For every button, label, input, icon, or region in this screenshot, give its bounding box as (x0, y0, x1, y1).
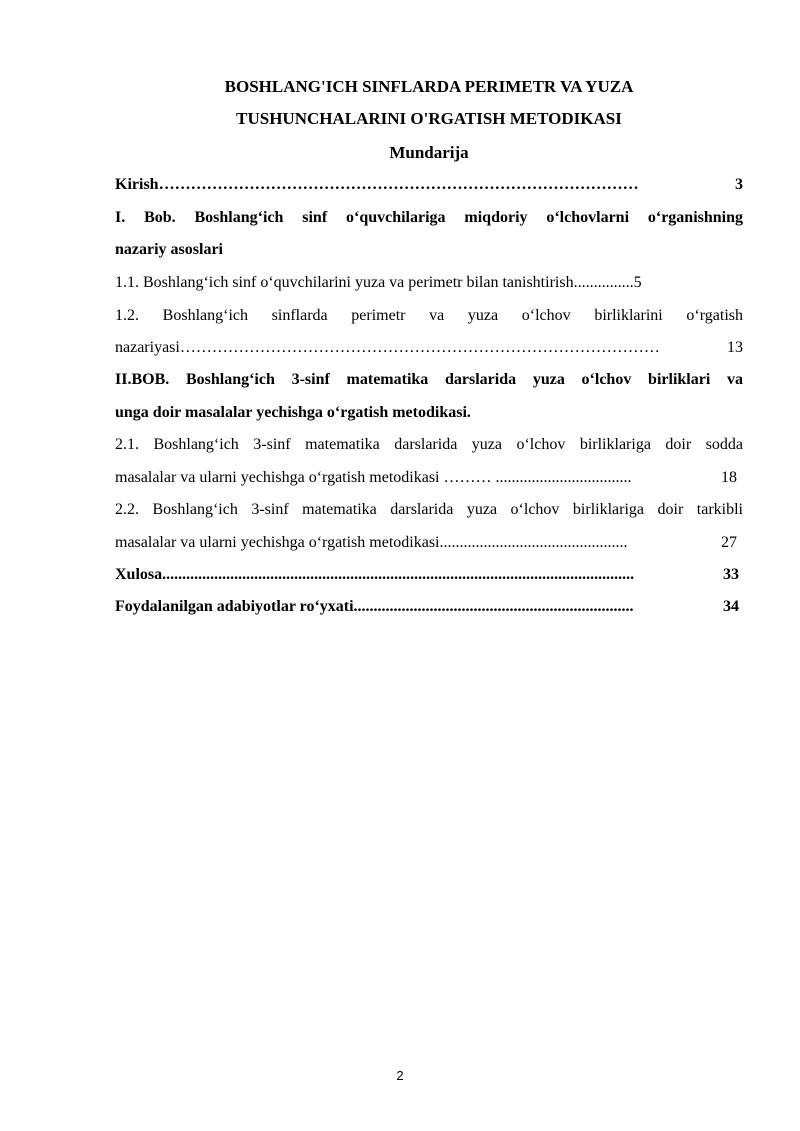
toc-entry-2-2-line-2 (115, 533, 737, 553)
toc-page-number: 27 (721, 534, 737, 551)
toc-entry-label: masalalar va ularni yechishga o‘rgatish metodikasi (115, 534, 440, 551)
toc-page-number: 3 (735, 176, 743, 193)
toc-heading: Mundarija (389, 143, 469, 162)
toc-entry-1-2-line-1: 1.2. Boshlang‘ich sinflarda perimetr va yuza o‘lchov birliklarini o‘rgatish (115, 307, 743, 324)
toc-chapter-1-line-2: nazariy asoslari (115, 241, 223, 258)
toc-entry-label: Xulosa (115, 566, 163, 583)
toc-leader: ...................................................................................................................... (162, 566, 635, 583)
toc-leader: ............... (573, 274, 634, 291)
toc-page-number: 34 (723, 598, 739, 615)
toc-page-number: 18 (721, 469, 737, 486)
toc-entry-label: Foydalanilgan adabiyotlar ro‘yxati (115, 598, 354, 615)
toc-entry-references (115, 597, 739, 617)
toc-chapter-1-line-1: I. Bob. Boshlang‘ich sinf o‘quvchilariga miqdoriy o‘lchovlarni o‘rganishning (115, 209, 743, 226)
toc-entry-2-1-line-2 (115, 468, 737, 488)
toc-entry-1-1 (115, 273, 737, 293)
toc-entry-label: Kirish (115, 176, 159, 193)
toc-entry-label: nazariyasi (115, 339, 180, 356)
page-number: 2 (396, 1068, 404, 1083)
document-title-line-2: TUSHUNCHALARINI O'RGATISH METODIKASI (236, 109, 622, 128)
toc-leader: .................................. (495, 469, 632, 486)
toc-page-number: 5 (633, 274, 642, 291)
toc-chapter-2-line-1: II.BOB. Boshlang‘ich 3-sinf matematika darslarida yuza o‘lchov birliklari va (115, 371, 743, 388)
toc-entry-2-2-line-1: 2.2. Boshlang‘ich 3-sinf matematika darslarida yuza o‘lchov birliklariga doir tarkibli (115, 501, 743, 518)
toc-leader: ...................................................................... (353, 598, 634, 615)
toc-entry-label: masalalar va ularni yechishga o‘rgatish metodikasi ……… (115, 469, 496, 486)
toc-page-number: 13 (727, 339, 743, 356)
toc-entry-conclusion (115, 565, 739, 585)
toc-chapter-2-line-2: unga doir masalalar yechishga o‘rgatish metodikasi. (115, 404, 471, 421)
toc-leader: ……………………………………………………………………………… (158, 176, 639, 193)
toc-leader: ……………………………………………………………………………… (179, 339, 660, 356)
toc-entry-label: 1.1. Boshlang‘ich sinf o‘quvchilarini yuza va perimetr bilan tanishtirish (115, 274, 574, 291)
toc-leader: ............................................... (439, 534, 628, 551)
document-title-line-1: BOSHLANG'ICH SINFLARDA PERIMETR VA YUZA (224, 77, 634, 96)
toc-entry-2-1-line-1: 2.1. Boshlang‘ich 3-sinf matematika darslarida yuza o‘lchov birliklariga doir sodda (115, 436, 743, 453)
toc-page-number: 33 (723, 566, 739, 583)
toc-entry-intro (115, 175, 743, 195)
toc-entry-1-2-line-2 (115, 338, 743, 358)
